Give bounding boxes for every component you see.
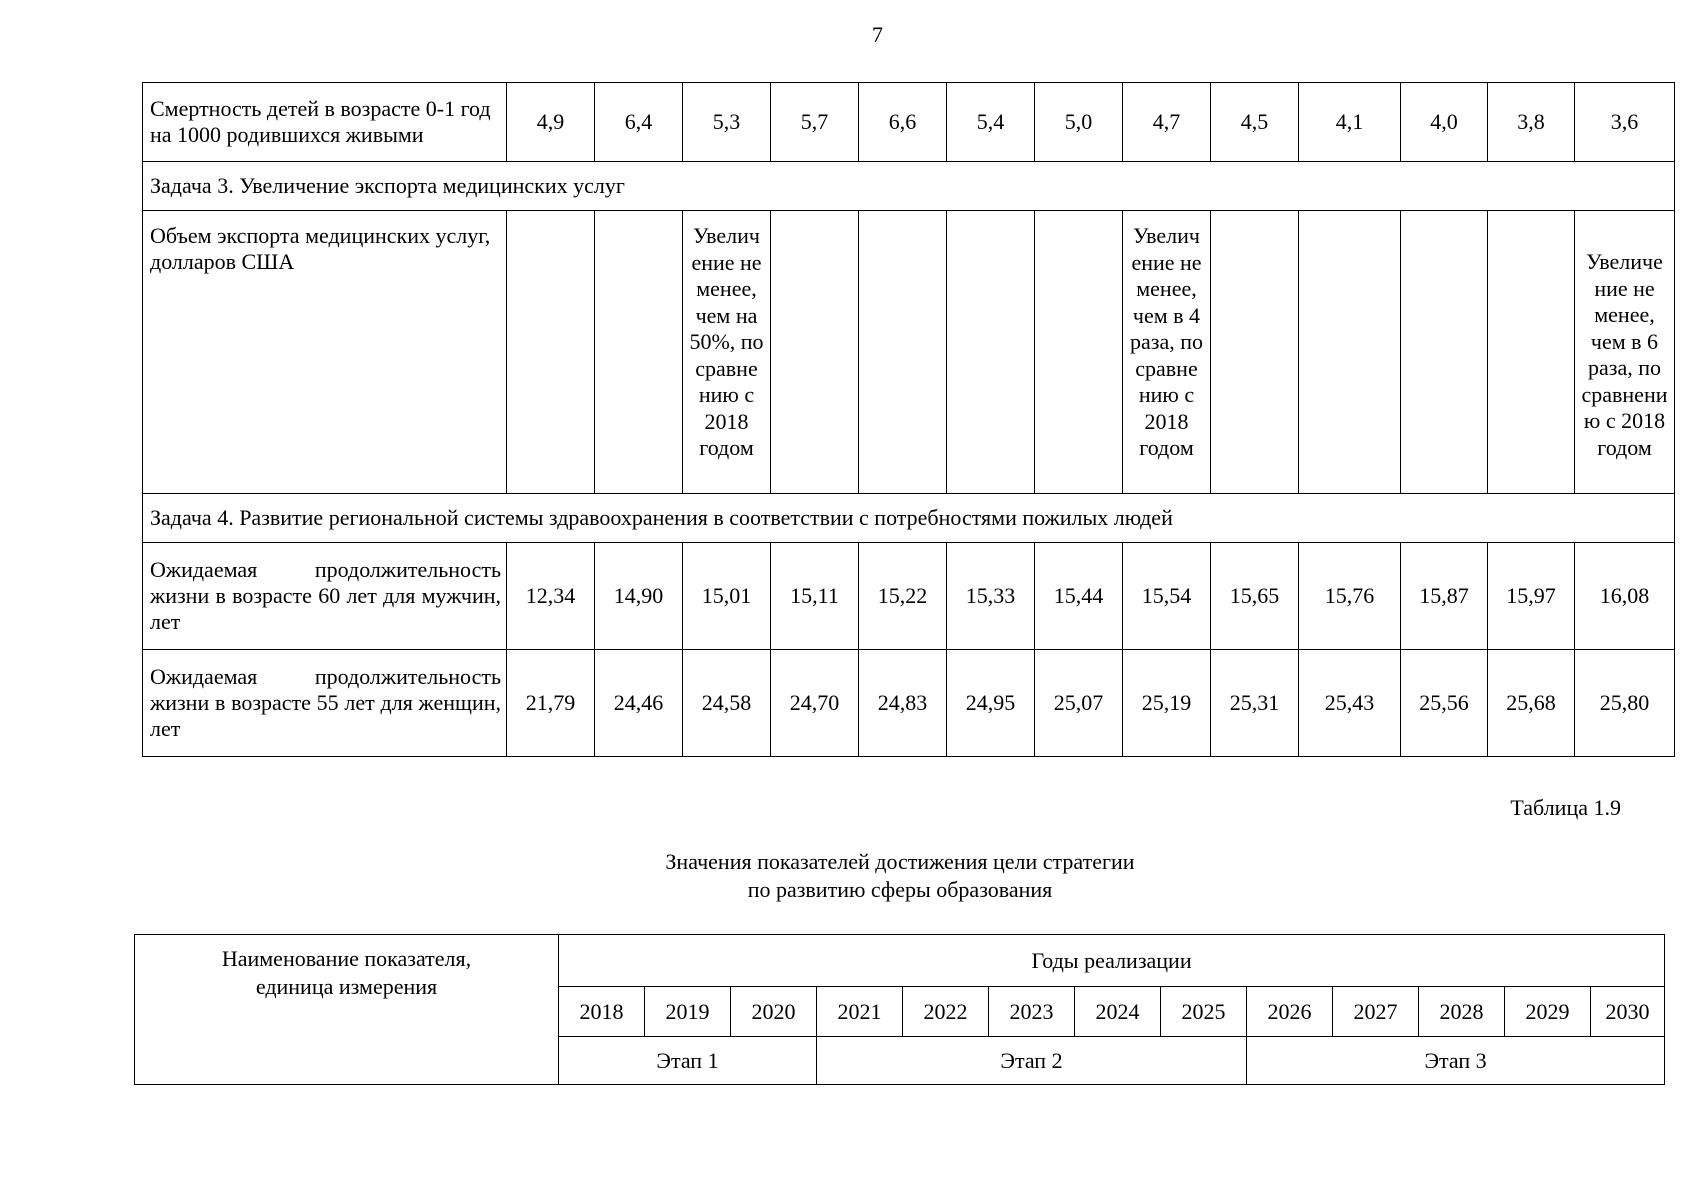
value-cell: 15,65 [1211, 543, 1299, 650]
year-cell: 2021 [817, 987, 903, 1037]
empty-cell [947, 211, 1035, 494]
value-cell: 5,4 [947, 83, 1035, 162]
task-row [143, 162, 1675, 211]
year-cell: 2023 [989, 987, 1075, 1037]
value-cell: 15,33 [947, 543, 1035, 650]
value-cell: 15,76 [1299, 543, 1401, 650]
value-cell: 3,8 [1488, 83, 1575, 162]
stage-cell: Этап 2 [817, 1037, 1247, 1085]
empty-cell [507, 211, 595, 494]
task-heading: Задача 4. Развитие региональной системы здравоохранения в соответствии с потребностями пожилых людей [143, 494, 1675, 543]
value-cell: 6,4 [595, 83, 683, 162]
health-indicators-table [142, 82, 1675, 757]
value-cell: 24,70 [771, 650, 859, 757]
value-cell: 4,0 [1401, 83, 1488, 162]
value-cell: 25,07 [1035, 650, 1123, 757]
value-cell: 4,7 [1123, 83, 1211, 162]
year-cell: 2025 [1161, 987, 1247, 1037]
page-number: 7 [872, 22, 883, 47]
year-cell: 2028 [1419, 987, 1505, 1037]
table-row [143, 83, 1675, 162]
value-cell: 24,95 [947, 650, 1035, 757]
value-cell: 24,58 [683, 650, 771, 757]
table-title-line: по развитию сферы образования [747, 877, 1053, 902]
empty-cell [595, 211, 683, 494]
year-cell: 2027 [1333, 987, 1419, 1037]
value-cell: 5,3 [683, 83, 771, 162]
indicator-name: Ожидаемая продолжительность жизни в возрасте 55 лет для женщин, лет [143, 650, 507, 757]
value-cell: 25,56 [1401, 650, 1488, 757]
stage-cell: Этап 3 [1247, 1037, 1665, 1085]
empty-cell [1488, 211, 1575, 494]
indicator-name: Ожидаемая продолжительность жизни в возрасте 60 лет для мужчин, лет [143, 543, 507, 650]
empty-cell [1035, 211, 1123, 494]
table-title-line: Значения показателей достижения цели стратегии [665, 849, 1135, 874]
table-row [143, 650, 1675, 757]
value-cell: 14,90 [595, 543, 683, 650]
value-cell: 15,22 [859, 543, 947, 650]
value-cell: 15,11 [771, 543, 859, 650]
year-cell: 2018 [559, 987, 645, 1037]
value-cell: 12,34 [507, 543, 595, 650]
value-cell: 4,9 [507, 83, 595, 162]
value-cell: 4,5 [1211, 83, 1299, 162]
empty-cell [859, 211, 947, 494]
education-indicators-table [134, 934, 1665, 1085]
year-cell: 2029 [1505, 987, 1591, 1037]
value-cell: 16,08 [1575, 543, 1675, 650]
indicator-name: Смертность детей в возрасте 0-1 год на 1000 родившихся живыми [143, 83, 507, 162]
value-cell: 15,97 [1488, 543, 1575, 650]
indicator-name-header [135, 935, 559, 1085]
years-header: Годы реализации [559, 935, 1665, 987]
empty-cell [1401, 211, 1488, 494]
indicator-name: Объем экспорта медицинских услуг, долларов США [143, 211, 507, 494]
year-cell: 2022 [903, 987, 989, 1037]
value-cell: 25,68 [1488, 650, 1575, 757]
value-cell: 4,1 [1299, 83, 1401, 162]
value-cell: 25,80 [1575, 650, 1675, 757]
year-cell: 2020 [731, 987, 817, 1037]
value-cell: 6,6 [859, 83, 947, 162]
value-cell: 24,46 [595, 650, 683, 757]
year-cell: 2026 [1247, 987, 1333, 1037]
header-row [135, 935, 1665, 987]
value-cell: 25,43 [1299, 650, 1401, 757]
target-note-2020: Увелич ение не менее, чем на 50%, по сравне нию с 2018 годом [683, 211, 771, 494]
value-cell: 15,44 [1035, 543, 1123, 650]
table-title [400, 848, 1400, 904]
value-cell: 15,54 [1123, 543, 1211, 650]
year-cell: 2030 [1591, 987, 1665, 1037]
year-cell: 2024 [1075, 987, 1161, 1037]
value-cell: 21,79 [507, 650, 595, 757]
empty-cell [1299, 211, 1401, 494]
task-row [143, 494, 1675, 543]
value-cell: 15,01 [683, 543, 771, 650]
empty-cell [1211, 211, 1299, 494]
target-note-2030: Увеличе ние не менее, чем в 6 раза, по сравнени ю с 2018 годом [1575, 211, 1675, 494]
year-cell: 2019 [645, 987, 731, 1037]
value-cell: 5,7 [771, 83, 859, 162]
header-line: единица измерения [255, 974, 438, 999]
table-caption: Таблица 1.9 [1510, 795, 1621, 820]
value-cell: 5,0 [1035, 83, 1123, 162]
value-cell: 25,19 [1123, 650, 1211, 757]
value-cell: 24,83 [859, 650, 947, 757]
header-line: Наименование показателя, [221, 946, 472, 971]
empty-cell [771, 211, 859, 494]
stage-cell: Этап 1 [559, 1037, 817, 1085]
task-heading: Задача 3. Увеличение экспорта медицинских услуг [143, 162, 1675, 211]
table-row [143, 211, 1675, 494]
value-cell: 15,87 [1401, 543, 1488, 650]
value-cell: 3,6 [1575, 83, 1675, 162]
table-row [143, 543, 1675, 650]
target-note-2025: Увелич ение не менее, чем в 4 раза, по сравне нию с 2018 годом [1123, 211, 1211, 494]
value-cell: 25,31 [1211, 650, 1299, 757]
